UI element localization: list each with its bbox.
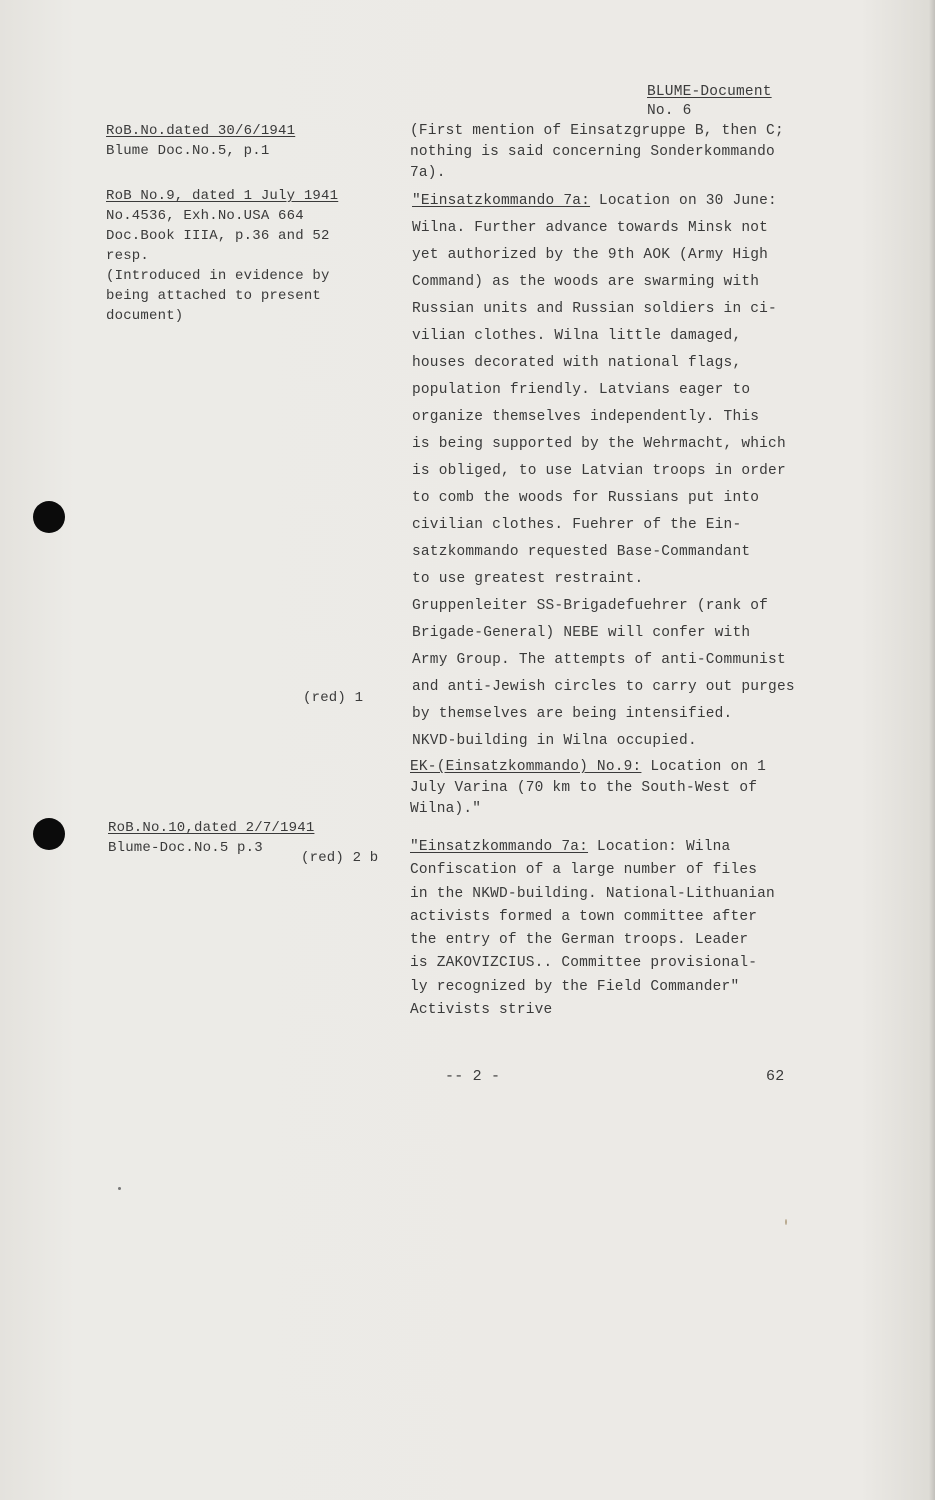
punch-hole-lower <box>33 818 65 850</box>
margin-ref-2-line: (Introduced in evidence by <box>106 268 330 284</box>
body-line: Russian units and Russian soldiers in ci- <box>412 301 777 317</box>
body-line: Army Group. The attempts of anti-Communist <box>412 652 786 668</box>
body-line: NKVD-building in Wilna occupied. <box>412 733 697 749</box>
margin-ref-1-title: RoB.No.dated 30/6/1941 <box>106 123 296 139</box>
body-line-first <box>410 757 766 778</box>
paper-speck <box>118 1187 121 1190</box>
margin-ref-2-line: document) <box>106 308 184 324</box>
body-para-2 <box>412 188 795 755</box>
body-line: organize themselves independently. This <box>412 409 760 425</box>
margin-ref-2-line: resp. <box>106 248 150 264</box>
body-line: satzkommando requested Base-Commandant <box>412 544 751 560</box>
body-para-1 <box>410 121 784 184</box>
section-heading: EK-(Einsatzkommando) No.9: <box>410 759 642 775</box>
body-line: civilian clothes. Fuehrer of the Ein- <box>412 517 742 533</box>
body-line: Activists strive <box>410 1002 553 1019</box>
body-line: Wilna)." <box>410 801 482 817</box>
body-line: vilian clothes. Wilna little damaged, <box>412 328 742 344</box>
body-para-3 <box>410 757 766 820</box>
page-number: 62 <box>766 1068 785 1085</box>
margin-ref-2-line: Doc.Book IIIA, p.36 and 52 <box>106 228 330 244</box>
doc-number: No. 6 <box>647 103 692 119</box>
body-line: is being supported by the Wehrmacht, which <box>412 436 786 452</box>
body-line-first <box>412 188 795 215</box>
margin-ref-3 <box>108 818 314 858</box>
punch-hole-upper <box>33 501 65 533</box>
page-marker: -- 2 - <box>445 1068 501 1085</box>
red-marker-2: (red) 2 b <box>301 850 379 866</box>
body-line: Command) as the woods are swarming with <box>412 274 760 290</box>
margin-ref-1-line: Blume Doc.No.5, p.1 <box>106 143 270 159</box>
body-line: and anti-Jewish circles to carry out purges <box>412 679 795 695</box>
body-text: Location on 30 June: <box>590 193 777 209</box>
doc-title: BLUME-Document <box>647 84 772 100</box>
body-text: Location on 1 <box>641 759 767 775</box>
margin-ref-2-title: RoB No.9, dated 1 July 1941 <box>106 188 339 204</box>
margin-ref-2-line: No.4536, Exh.No.USA 664 <box>106 208 304 224</box>
body-line: activists formed a town committee after <box>410 908 758 925</box>
body-line: by themselves are being intensified. <box>412 706 733 722</box>
margin-ref-2 <box>106 186 338 326</box>
body-line: is ZAKOVIZCIUS.. Committee provisional- <box>410 955 758 972</box>
margin-ref-3-line: Blume-Doc.No.5 p.3 <box>108 840 263 856</box>
body-line: is obliged, to use Latvian troops in order <box>412 463 786 479</box>
body-line: ly recognized by the Field Commander" <box>410 978 740 995</box>
body-line: nothing is said concerning Sonderkommando <box>410 144 775 160</box>
body-line: Confiscation of a large number of files <box>410 862 758 879</box>
body-line: population friendly. Latvians eager to <box>412 382 751 398</box>
margin-ref-1 <box>106 121 295 161</box>
section-heading: "Einsatzkommando 7a: <box>412 193 591 209</box>
body-line: to comb the woods for Russians put into <box>412 490 760 506</box>
body-line: to use greatest restraint. <box>412 571 644 587</box>
body-line: (First mention of Einsatzgruppe B, then C; <box>410 123 784 139</box>
body-line: Gruppenleiter SS-Brigadefuehrer (rank of <box>412 598 769 614</box>
body-line: July Varina (70 km to the South-West of <box>410 780 758 796</box>
margin-ref-2-line: being attached to present <box>106 288 322 304</box>
body-line-first <box>410 836 775 859</box>
body-line: 7a). <box>410 165 446 181</box>
red-marker-1: (red) 1 <box>303 690 364 706</box>
paper-speck <box>785 1219 787 1225</box>
body-line: in the NKWD-building. National-Lithuanian <box>410 885 775 902</box>
body-line: Wilna. Further advance towards Minsk not <box>412 220 769 236</box>
body-line: Brigade-General) NEBE will confer with <box>412 625 751 641</box>
body-para-4 <box>410 836 775 1022</box>
body-text: Location: Wilna <box>588 839 731 855</box>
body-line: houses decorated with national flags, <box>412 355 742 371</box>
section-heading: "Einsatzkommando 7a: <box>410 839 589 855</box>
body-line: the entry of the German troops. Leader <box>410 932 749 949</box>
margin-ref-3-title: RoB.No.10,dated 2/7/1941 <box>108 820 315 836</box>
body-line: yet authorized by the 9th AOK (Army High <box>412 247 769 263</box>
